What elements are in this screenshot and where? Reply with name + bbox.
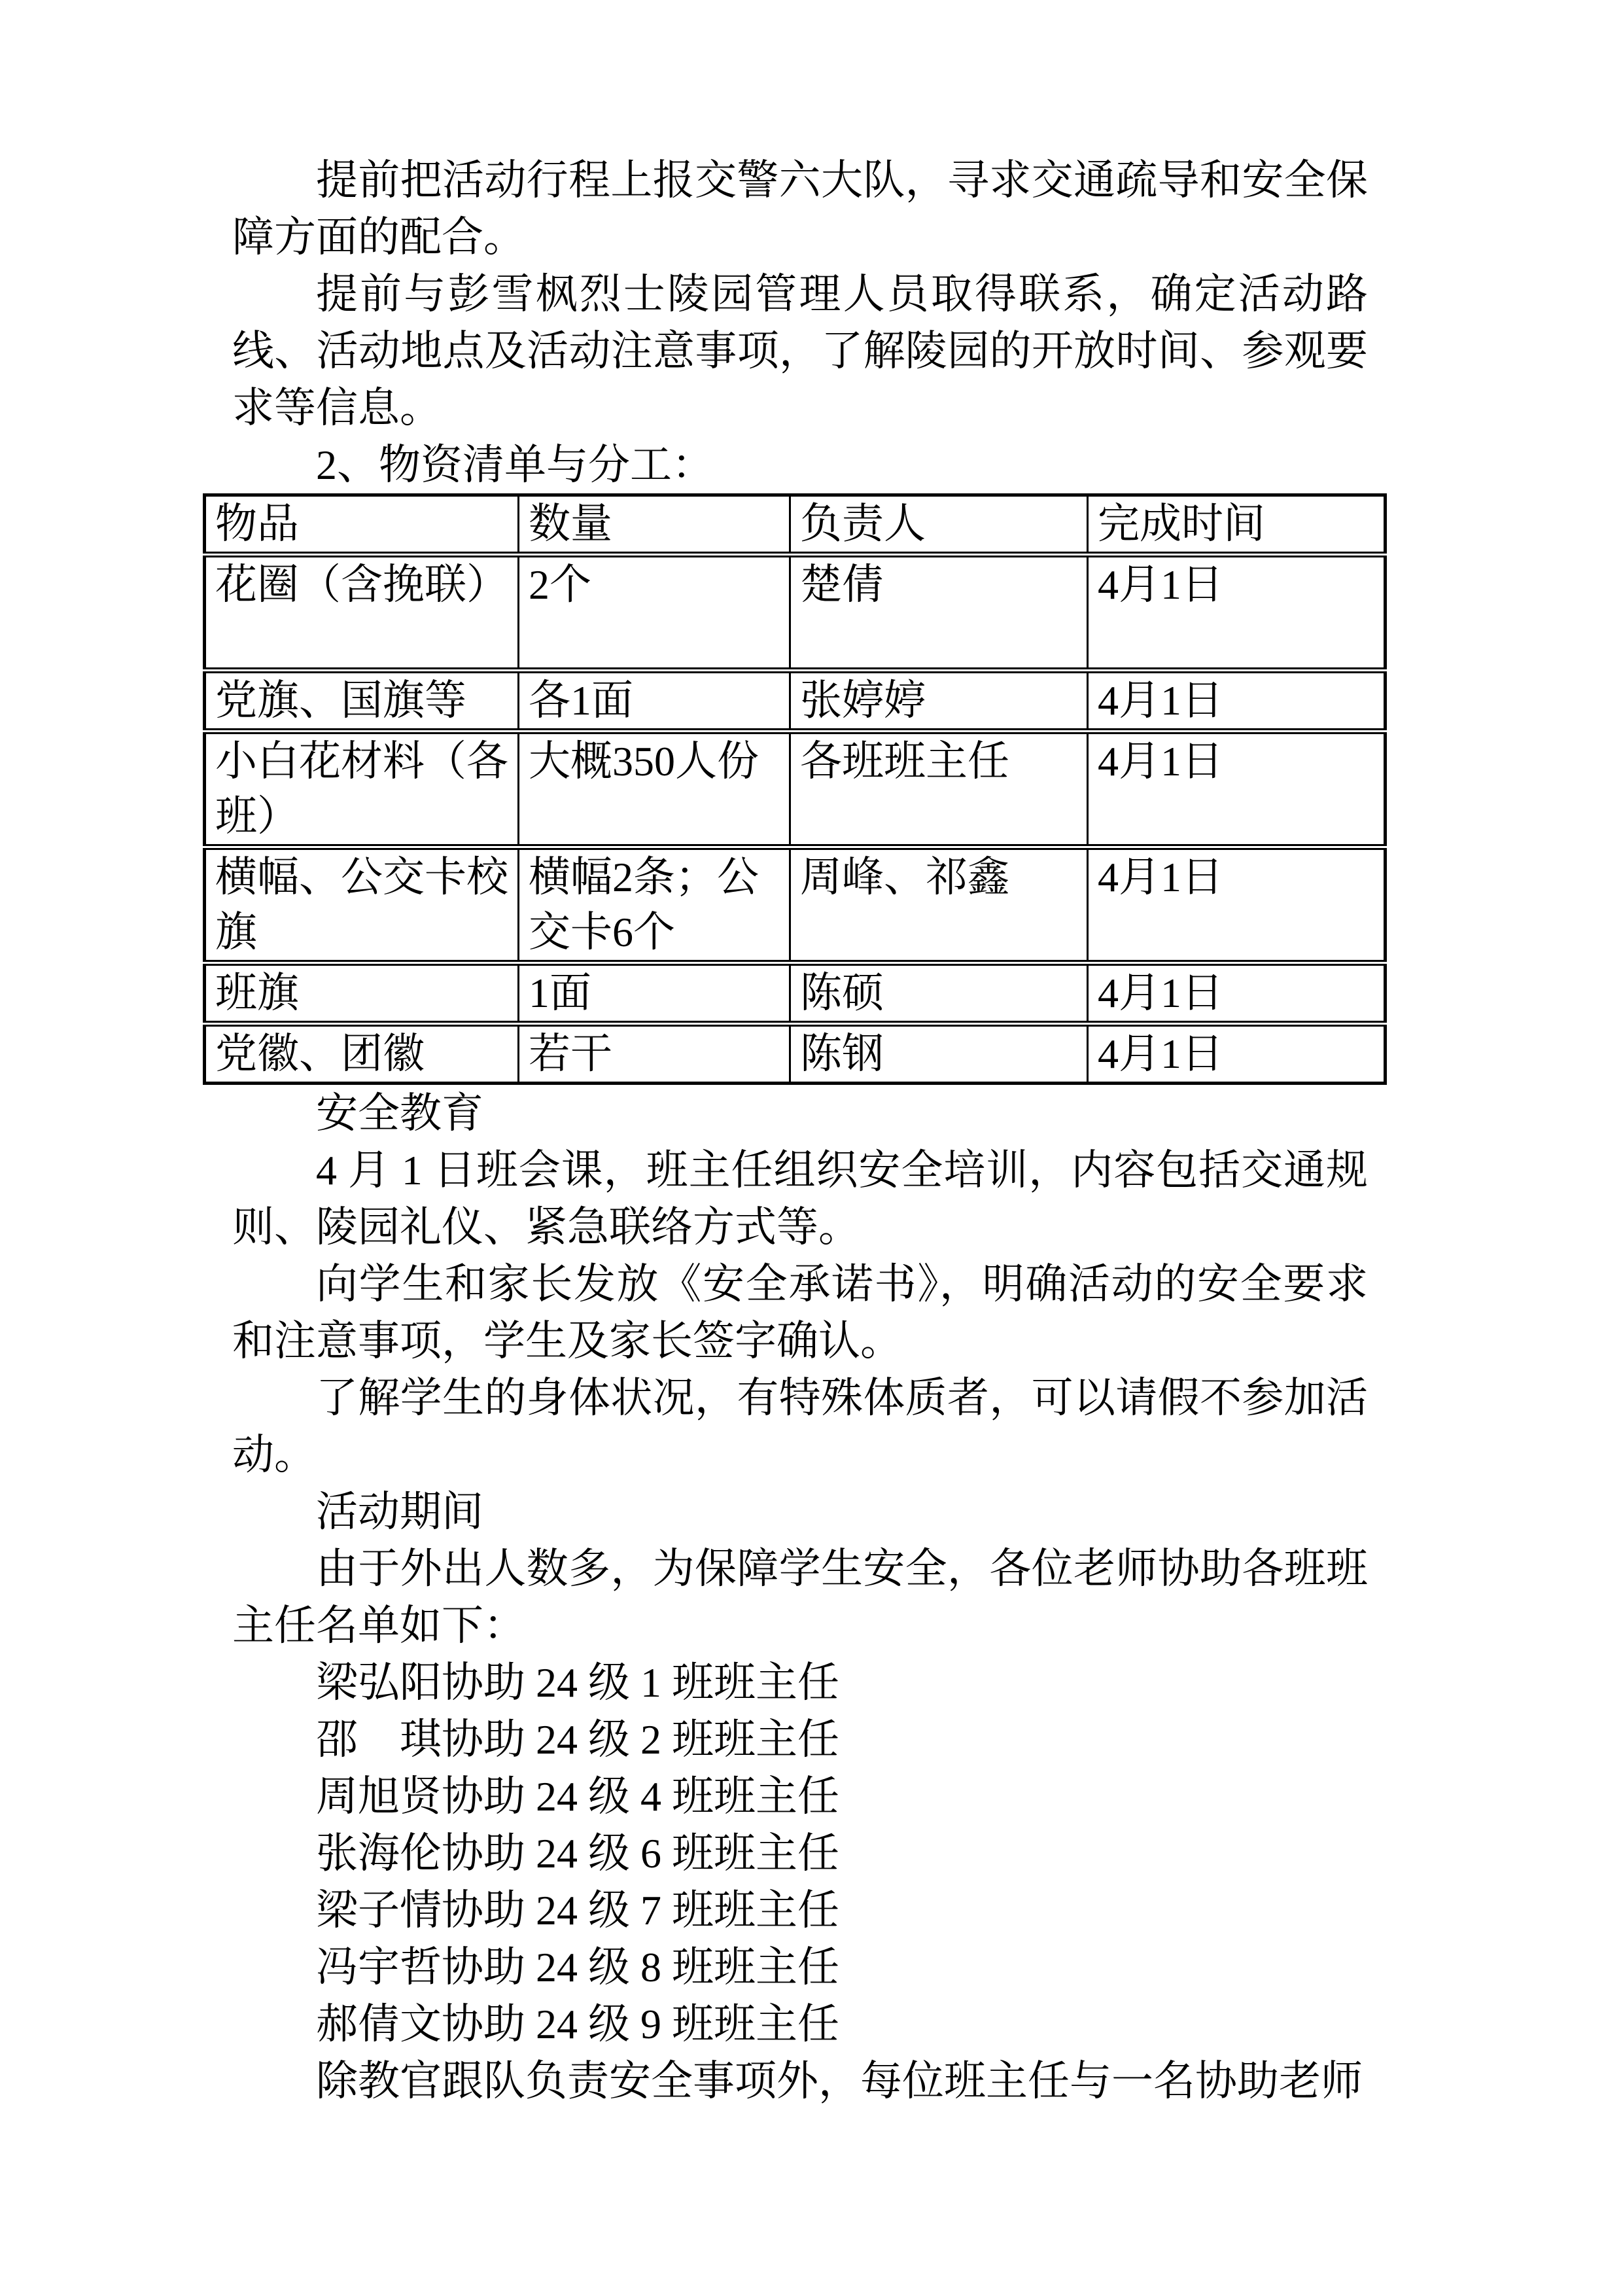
assistant-line-class8: 冯宇哲协助 24 级 8 班班主任 (316, 1944, 839, 1990)
owner-cell: 陈硕 (790, 963, 1088, 1024)
table-row-banner-buscard (205, 847, 1386, 963)
owner-cell: 张婷婷 (790, 671, 1088, 732)
supplies-table (203, 493, 1387, 1085)
owner-cell: 各班班主任 (790, 732, 1088, 847)
paragraph-assistant-intro: 由于外出人数多，为保障学生安全，各位老师协助各班班主任名单如下： (232, 1545, 1368, 1649)
paragraph-health-check: 了解学生的身体状况，有特殊体质者，可以请假不参加活动。 (232, 1375, 1368, 1478)
paragraph-safety-pledge: 向学生和家长发放《安全承诺书》，明确活动的安全要求和注意事项，学生及家长签字确认。 (232, 1261, 1368, 1364)
deadline-cell: 4月1日 (1088, 847, 1386, 963)
quantity-cell: 各1面 (519, 671, 790, 732)
assistant-line-class1: 梁弘阳协助 24 级 1 班班主任 (316, 1659, 839, 1706)
assistant-line-class7: 梁子情协助 24 级 7 班班主任 (316, 1887, 839, 1934)
heading-during-activity: 活动期间 (316, 1489, 483, 1535)
heading-supplies-list: 2、物资清单与分工： (316, 442, 714, 488)
paragraph-class-meeting: 4 月 1 日班会课，班主任组织安全培训，内容包括交通规则、陵园礼仪、紧急联络方式等。 (232, 1147, 1368, 1250)
header-deadline: 完成时间 (1088, 495, 1386, 555)
quantity-cell: 横幅2条；公交卡6个 (519, 847, 790, 963)
assistant-line-class4: 周旭贤协助 24 级 4 班班主任 (316, 1773, 839, 1820)
item-cell: 班旗 (205, 963, 519, 1024)
paragraph-traffic-police: 提前把活动行程上报交警六大队，寻求交通疏导和安全保障方面的配合。 (232, 157, 1368, 260)
table-row-white-flowers (205, 732, 1386, 847)
item-cell: 小白花材料（各班） (205, 732, 519, 847)
table-row-wreath (205, 555, 1386, 671)
item-cell: 横幅、公交卡校旗 (205, 847, 519, 963)
owner-cell: 周峰、祁鑫 (790, 847, 1088, 963)
header-item: 物品 (205, 495, 519, 555)
deadline-cell: 4月1日 (1088, 671, 1386, 732)
item-cell: 党旗、国旗等 (205, 671, 519, 732)
item-cell: 花圈（含挽联） (205, 555, 519, 671)
assistant-line-class6: 张海伦协助 24 级 6 班班主任 (316, 1830, 839, 1877)
paragraph-cemetery-contact: 提前与彭雪枫烈士陵园管理人员取得联系，确定活动路线、活动地点及活动注意事项，了解陵园的开放时间、参观要求等信息。 (232, 271, 1368, 431)
quantity-cell: 1面 (519, 963, 790, 1024)
paragraph-instructor-duty: 除教官跟队负责安全事项外，每位班主任与一名协助老师 (316, 2058, 1363, 2104)
table-row-class-flag (205, 963, 1386, 1024)
assistant-line-class2: 邵 琪协助 24 级 2 班班主任 (316, 1716, 839, 1763)
assistant-line-class9: 郝倩文协助 24 级 9 班班主任 (316, 2001, 839, 2047)
heading-safety-education: 安全教育 (316, 1090, 483, 1137)
owner-cell: 楚倩 (790, 555, 1088, 671)
owner-cell: 陈钢 (790, 1024, 1088, 1084)
quantity-cell: 2个 (519, 555, 790, 671)
deadline-cell: 4月1日 (1088, 1024, 1386, 1084)
quantity-cell: 大概350人份 (519, 732, 790, 847)
header-owner: 负责人 (790, 495, 1088, 555)
deadline-cell: 4月1日 (1088, 963, 1386, 1024)
deadline-cell: 4月1日 (1088, 732, 1386, 847)
table-row-badges (205, 1024, 1386, 1084)
header-quantity: 数量 (519, 495, 790, 555)
quantity-cell: 若干 (519, 1024, 790, 1084)
table-header-row (205, 495, 1386, 555)
deadline-cell: 4月1日 (1088, 555, 1386, 671)
document-body (215, 152, 1368, 2110)
table-row-flags (205, 671, 1386, 732)
item-cell: 党徽、团徽 (205, 1024, 519, 1084)
